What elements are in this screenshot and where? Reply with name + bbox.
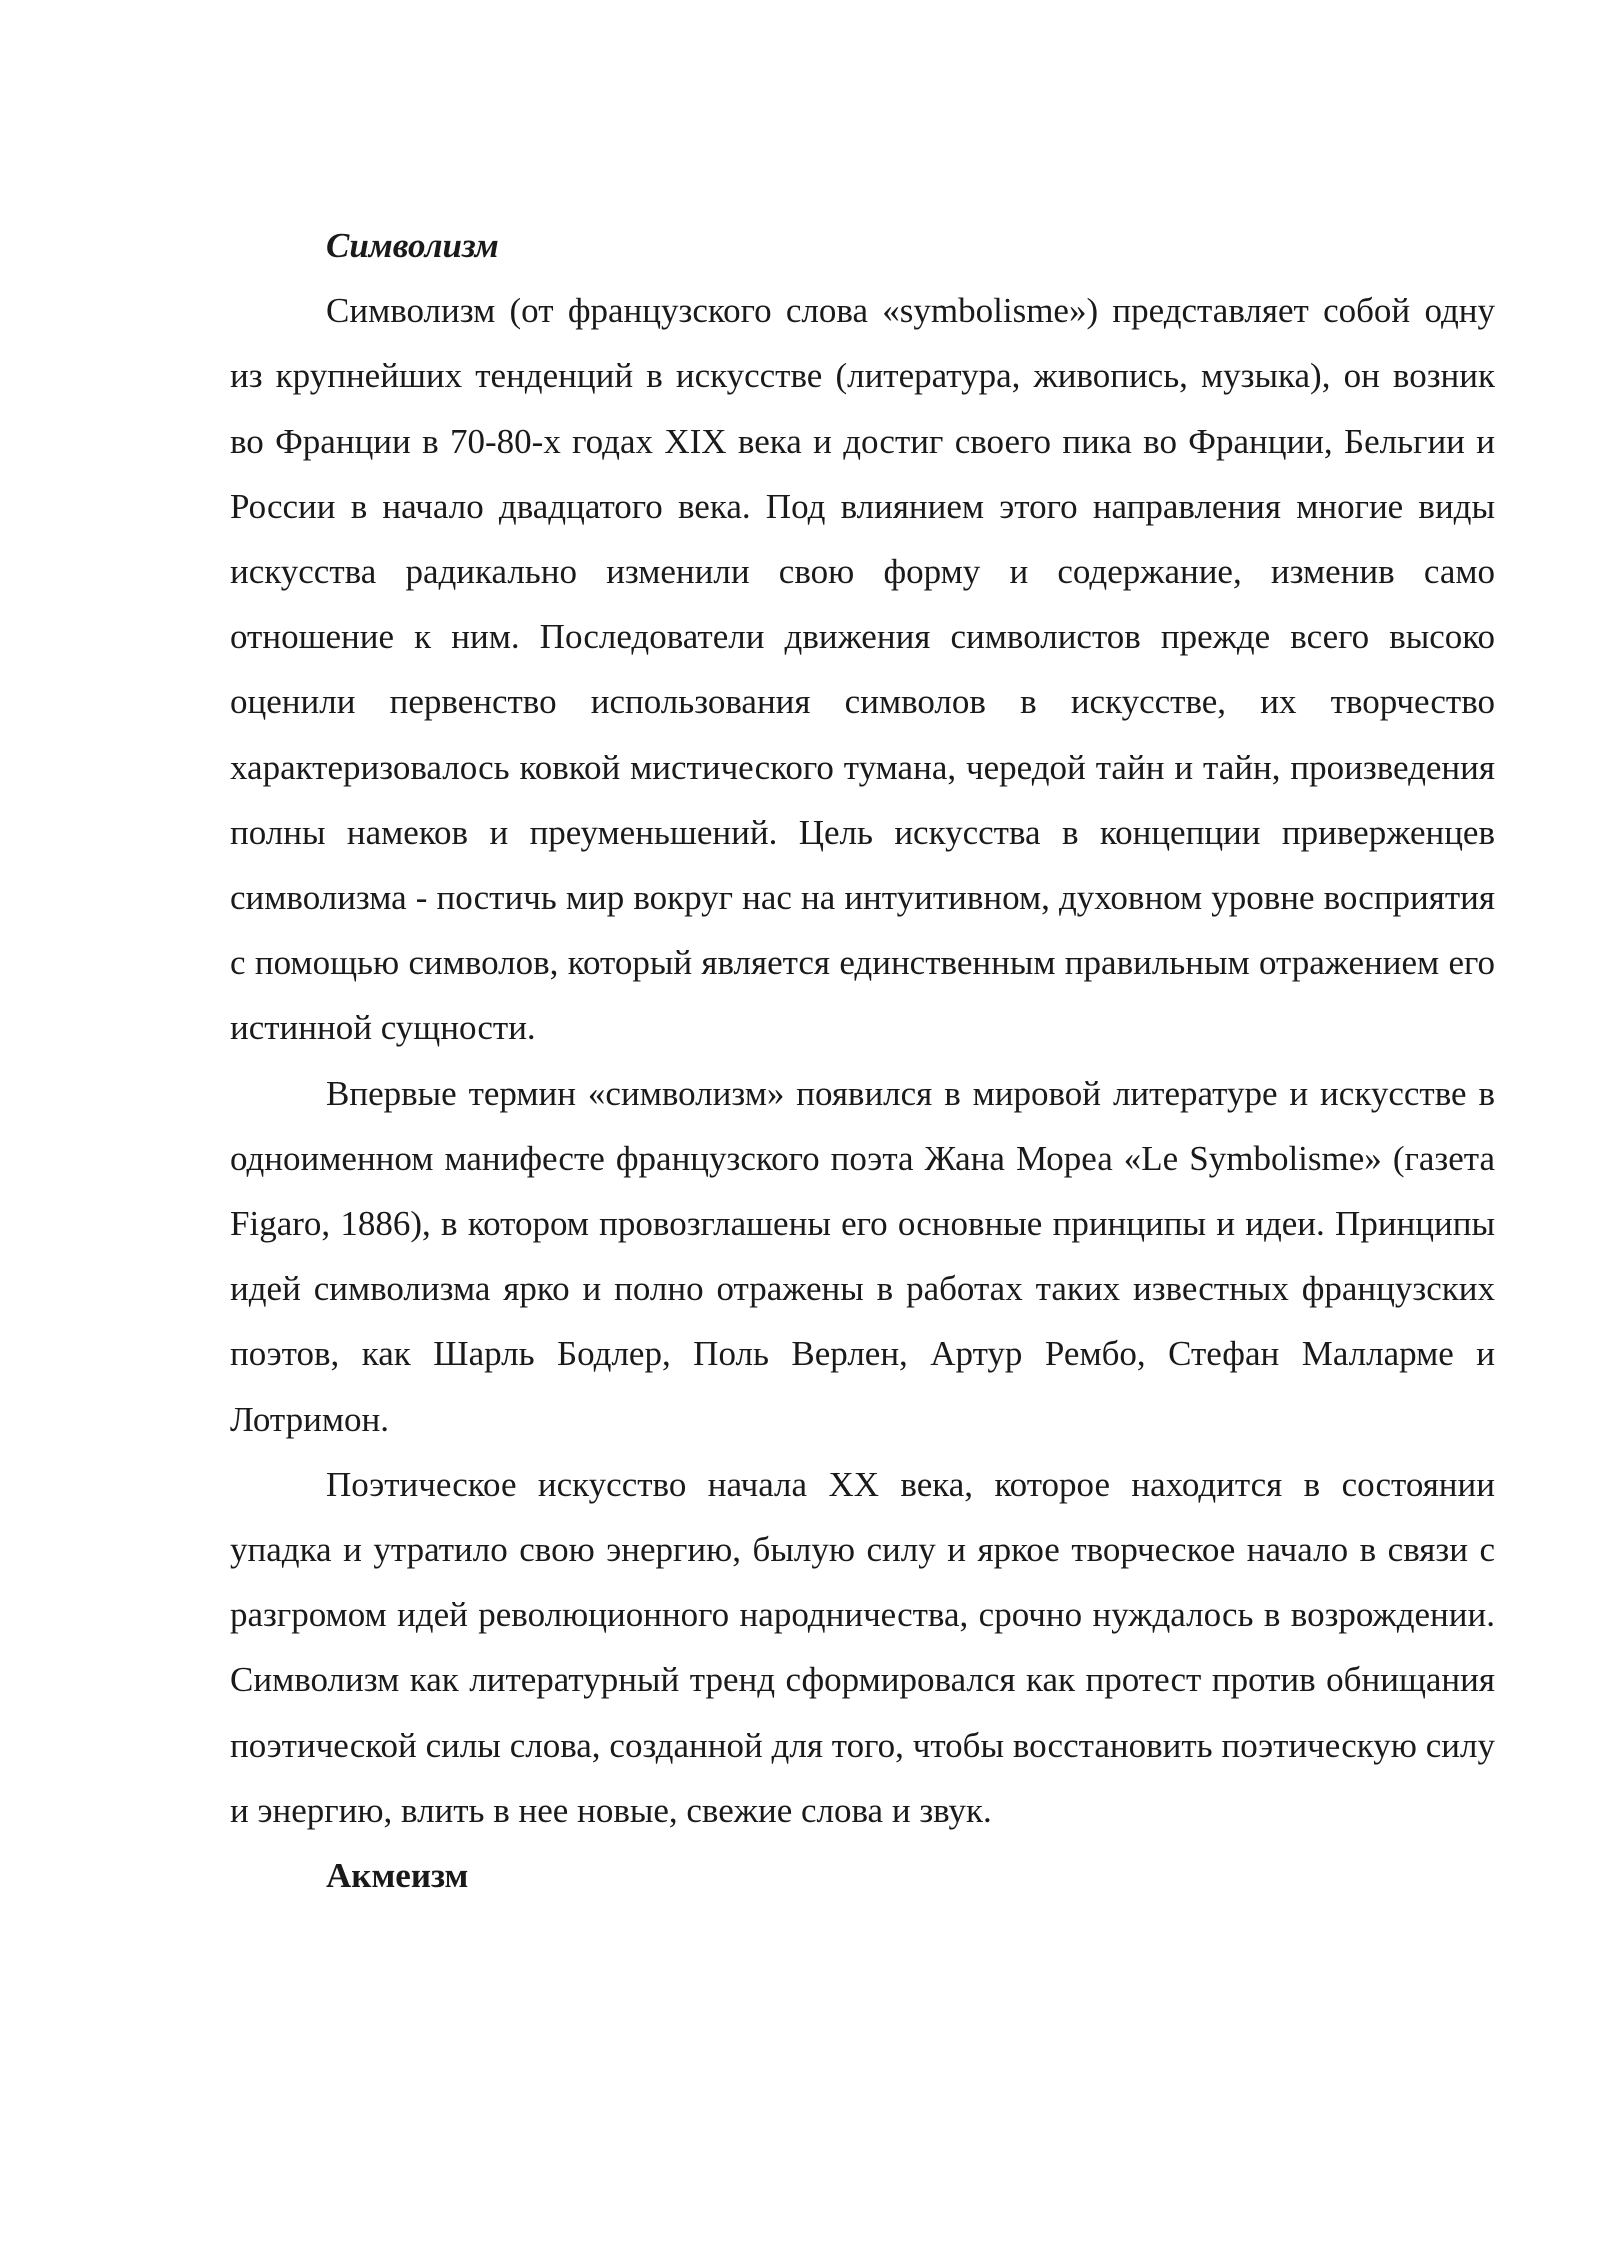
heading-acmeism: Акмеизм (326, 1856, 469, 1896)
document-body (230, 213, 1495, 1908)
paragraph-symbolism-definition: Символизм (от французского слова «symbolisme») представляет собой одну из крупнейших тенденций в искусстве (литература, живопись, музыка), он возник во Франции в 70-80-х годах XIX века и достиг своего пика во Франции, Бельгии и России в начало двадцатого века. Под влиянием этого направления многие виды искусства радикально изменили свою форму и содержание, изменив само отношение к ним. Последователи движения символистов прежде всего высоко оценили первенство использования символов в искусстве, их творчество характеризовалось ковкой мистического тумана, чередой тайн и тайн, произведения полны намеков и преуменьшений. Цель искусства в концепции приверженцев символизма - постичь мир вокруг нас на интуитивном, духовном уровне восприятия с помощью символов, который является единственным правильным отражением его истинной сущности. (230, 291, 1495, 1048)
paragraph-symbolism-term-origin: Впервые термин «символизм» появился в мировой литературе и искусстве в одноименном манифесте французского поэта Жана Мореа «Le Symbolisme» (газета Figaro, 1886), в котором провозглашены его основные принципы и идеи. Принципы идей символизма ярко и полно отражены в работах таких известных французских поэтов, как Шарль Бодлер, Поль Верлен, Артур Рембо, Стефан Малларме и Лотримон. (230, 1073, 1495, 1439)
paragraph-symbolism-poetic-art: Поэтическое искусство начала XX века, которое находится в состоянии упадка и утратило свою энергию, былую силу и яркое творческое начало в связи с разгромом идей революционного народничества, срочно нуждалось в возрождении. Символизм как литературный тренд сформировался как протест против обнищания поэтической силы слова, созданной для того, чтобы восстановить поэтическую силу и энергию, влить в нее новые, свежие слова и звук. (230, 1464, 1495, 1830)
heading-symbolism: Символизм (326, 226, 499, 265)
